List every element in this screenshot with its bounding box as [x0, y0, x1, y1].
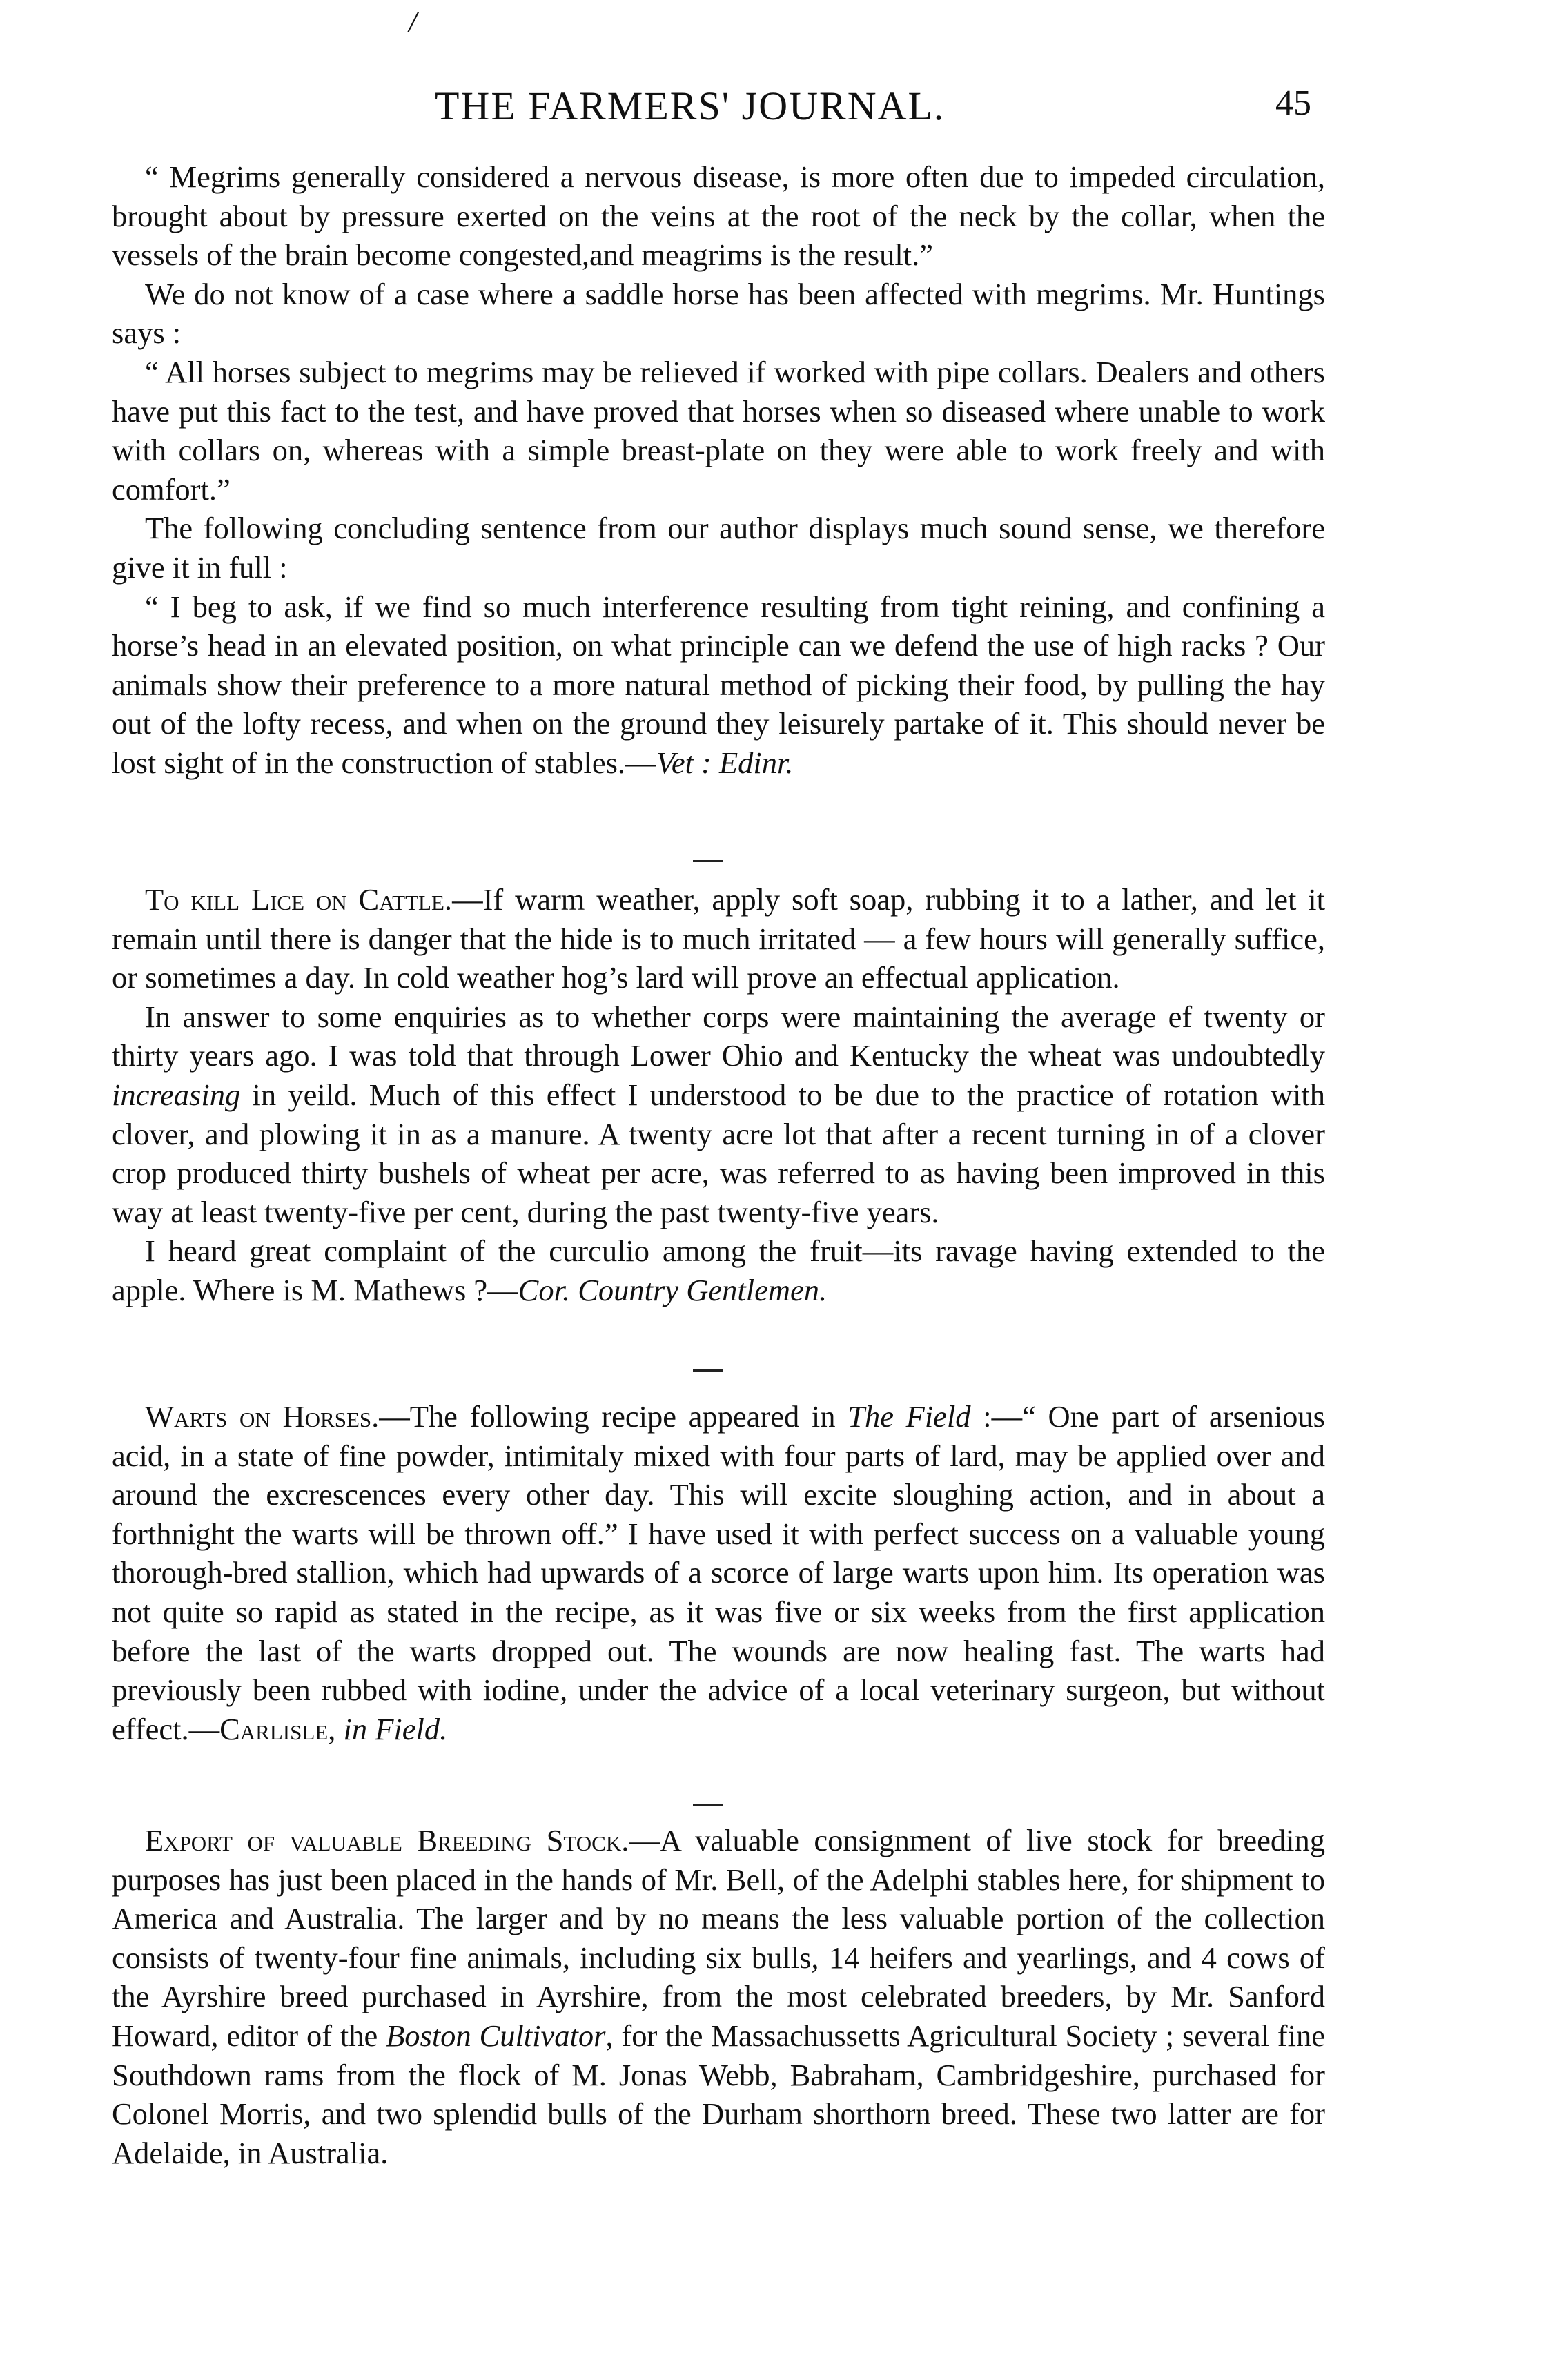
running-title: THE FARMERS' JOURNAL. — [435, 84, 946, 128]
curculio-signature: Cor. Country Gentlemen. — [518, 1272, 828, 1307]
curculio-paragraph — [112, 1231, 1325, 1309]
running-head — [138, 83, 1311, 131]
warts-paragraph — [112, 1397, 1325, 1748]
megrims-comment: We do not know of a case where a saddle horse has been affected with megrims. Mr. Huntings says : — [112, 276, 1325, 351]
page-number: 45 — [1275, 84, 1311, 123]
megrims-intro: The following concluding sentence from our author displays much sound sense, we therefore give it in full : — [112, 511, 1325, 585]
section-divider — [693, 1804, 723, 1806]
wheat-text-a: In answer to some enquiries as to whether corps were maintaining the average ef twenty or thirty years ago. I was told that through Lower Ohio and Kentucky the wheat was undoubtedly — [112, 999, 1325, 1073]
warts-signature-source: in Field. — [343, 1711, 448, 1746]
megrims-conclusion-text: “ I beg to ask, if we find so much interference resulting from tight reining, and confining a horse’s head in an elevated position, on what principle can we defend the use of high racks ? Our animals show their preference to a more natural method of picking their food, by pulling the hay out of the lofty recess, and when on the ground they leisurely partake of it. This should never be lost sight of in the construction of stables.— — [112, 589, 1325, 780]
warts-text-b: :—“ One part of arsenious acid, in a state of fine powder, intimitaly mixed with four parts of lard, may be applied over and around the excrescences every other day. This will excite sloughing action, and in about a forthnight the warts will be thrown off.” I have used it with perfect success on a valuable young thorough-bred stallion, which had upwards of a scorce of large warts upon him. Its operation was not quite so rapid as stated in the recipe, as it was five or six weeks from the first application before the last of the warts dropped out. The wounds are now healing fast. The warts had previously been rubbed with iodine, under the advice of a local veterinary surgeon, but without effect.— — [112, 1399, 1325, 1746]
wheat-emphasis: increasing — [112, 1077, 241, 1112]
wheat-paragraph — [112, 997, 1325, 1232]
section-divider — [693, 1369, 723, 1372]
lice-heading: To kill Lice on Cattle. — [145, 882, 453, 917]
megrims-huntings-quote: “ All horses subject to megrims may be relieved if worked with pipe collars. Dealers and others have put this fact to the test, and have proved that horses when so diseased where unable to work with collars on, whereas with a simple breast-plate on they were able to work freely and with comfort.” — [112, 354, 1325, 507]
export-heading: Export of valuable Breeding Stock. — [145, 1823, 629, 1857]
stray-mark: / — [409, 5, 418, 39]
curculio-text: I heard great complaint of the curculio among the fruit—its ravage having extended to the apple. Where is M. Mathews ?— — [112, 1233, 1325, 1307]
export-section — [112, 1821, 1325, 2172]
lice-paragraph — [112, 880, 1325, 997]
wheat-text-b: in yeild. Much of this effect I understood to be due to the practice of rotation with clover, and plowing it in as a manure. A twenty acre lot that after a recent turning in of a clover crop produced thirty bushels of wheat per acre, was referred to as having been improved in this way at least twenty-five per cent, during the past twenty-five years. — [112, 1077, 1325, 1229]
section-divider — [693, 860, 723, 862]
warts-text-a: —The following recipe appeared in — [379, 1399, 848, 1434]
warts-heading: Warts on Horses. — [145, 1399, 380, 1434]
warts-signature-name: Carlisle, — [219, 1711, 336, 1746]
megrims-quote: “ Megrims generally considered a nervous disease, is more often due to impeded circulation, brought about by pressure exerted on the veins at the root of the neck by the collar, when the vessels of the brain become congested,and meagrims is the result.” — [112, 159, 1325, 273]
megrims-conclusion — [112, 587, 1325, 783]
megrims-section — [112, 157, 1325, 783]
warts-section — [112, 1397, 1325, 1748]
megrims-signature: Vet : Edinr. — [656, 745, 794, 780]
warts-source: The Field — [848, 1399, 971, 1434]
export-paragraph — [112, 1821, 1325, 2172]
lice-section — [112, 880, 1325, 1310]
export-publication: Boston Cultivator — [386, 2018, 606, 2053]
export-text-b: , for the Massachussetts Agricultural Society ; several fine Southdown rams from the flock of M. Jonas Webb, Babraham, Cambridgeshire, purchased for Colonel Morris, and two splendid bulls of the Durham shorthorn breed. These two latter are for Adelaide, in Australia. — [112, 2018, 1325, 2170]
export-text-a: —A valuable consignment of live stock for breeding purposes has just been placed in the hands of Mr. Bell, of the Adelphi stables here, for shipment to America and Australia. The larger and by no means the less valuable portion of the collection consists of twenty-four fine animals, including six bulls, 14 heifers and yearlings, and 4 cows of the Ayrshire breed purchased in Ayrshire, from the most celebrated breeders, by Mr. Sanford Howard, editor of the — [112, 1823, 1326, 2053]
lice-body: —If warm weather, apply soft soap, rubbing it to a lather, and let it remain until there is danger that the hide is to much irritated — a few hours will generally suffice, or sometimes a day. In cold weather hog’s lard will prove an effectual application. — [112, 882, 1326, 995]
